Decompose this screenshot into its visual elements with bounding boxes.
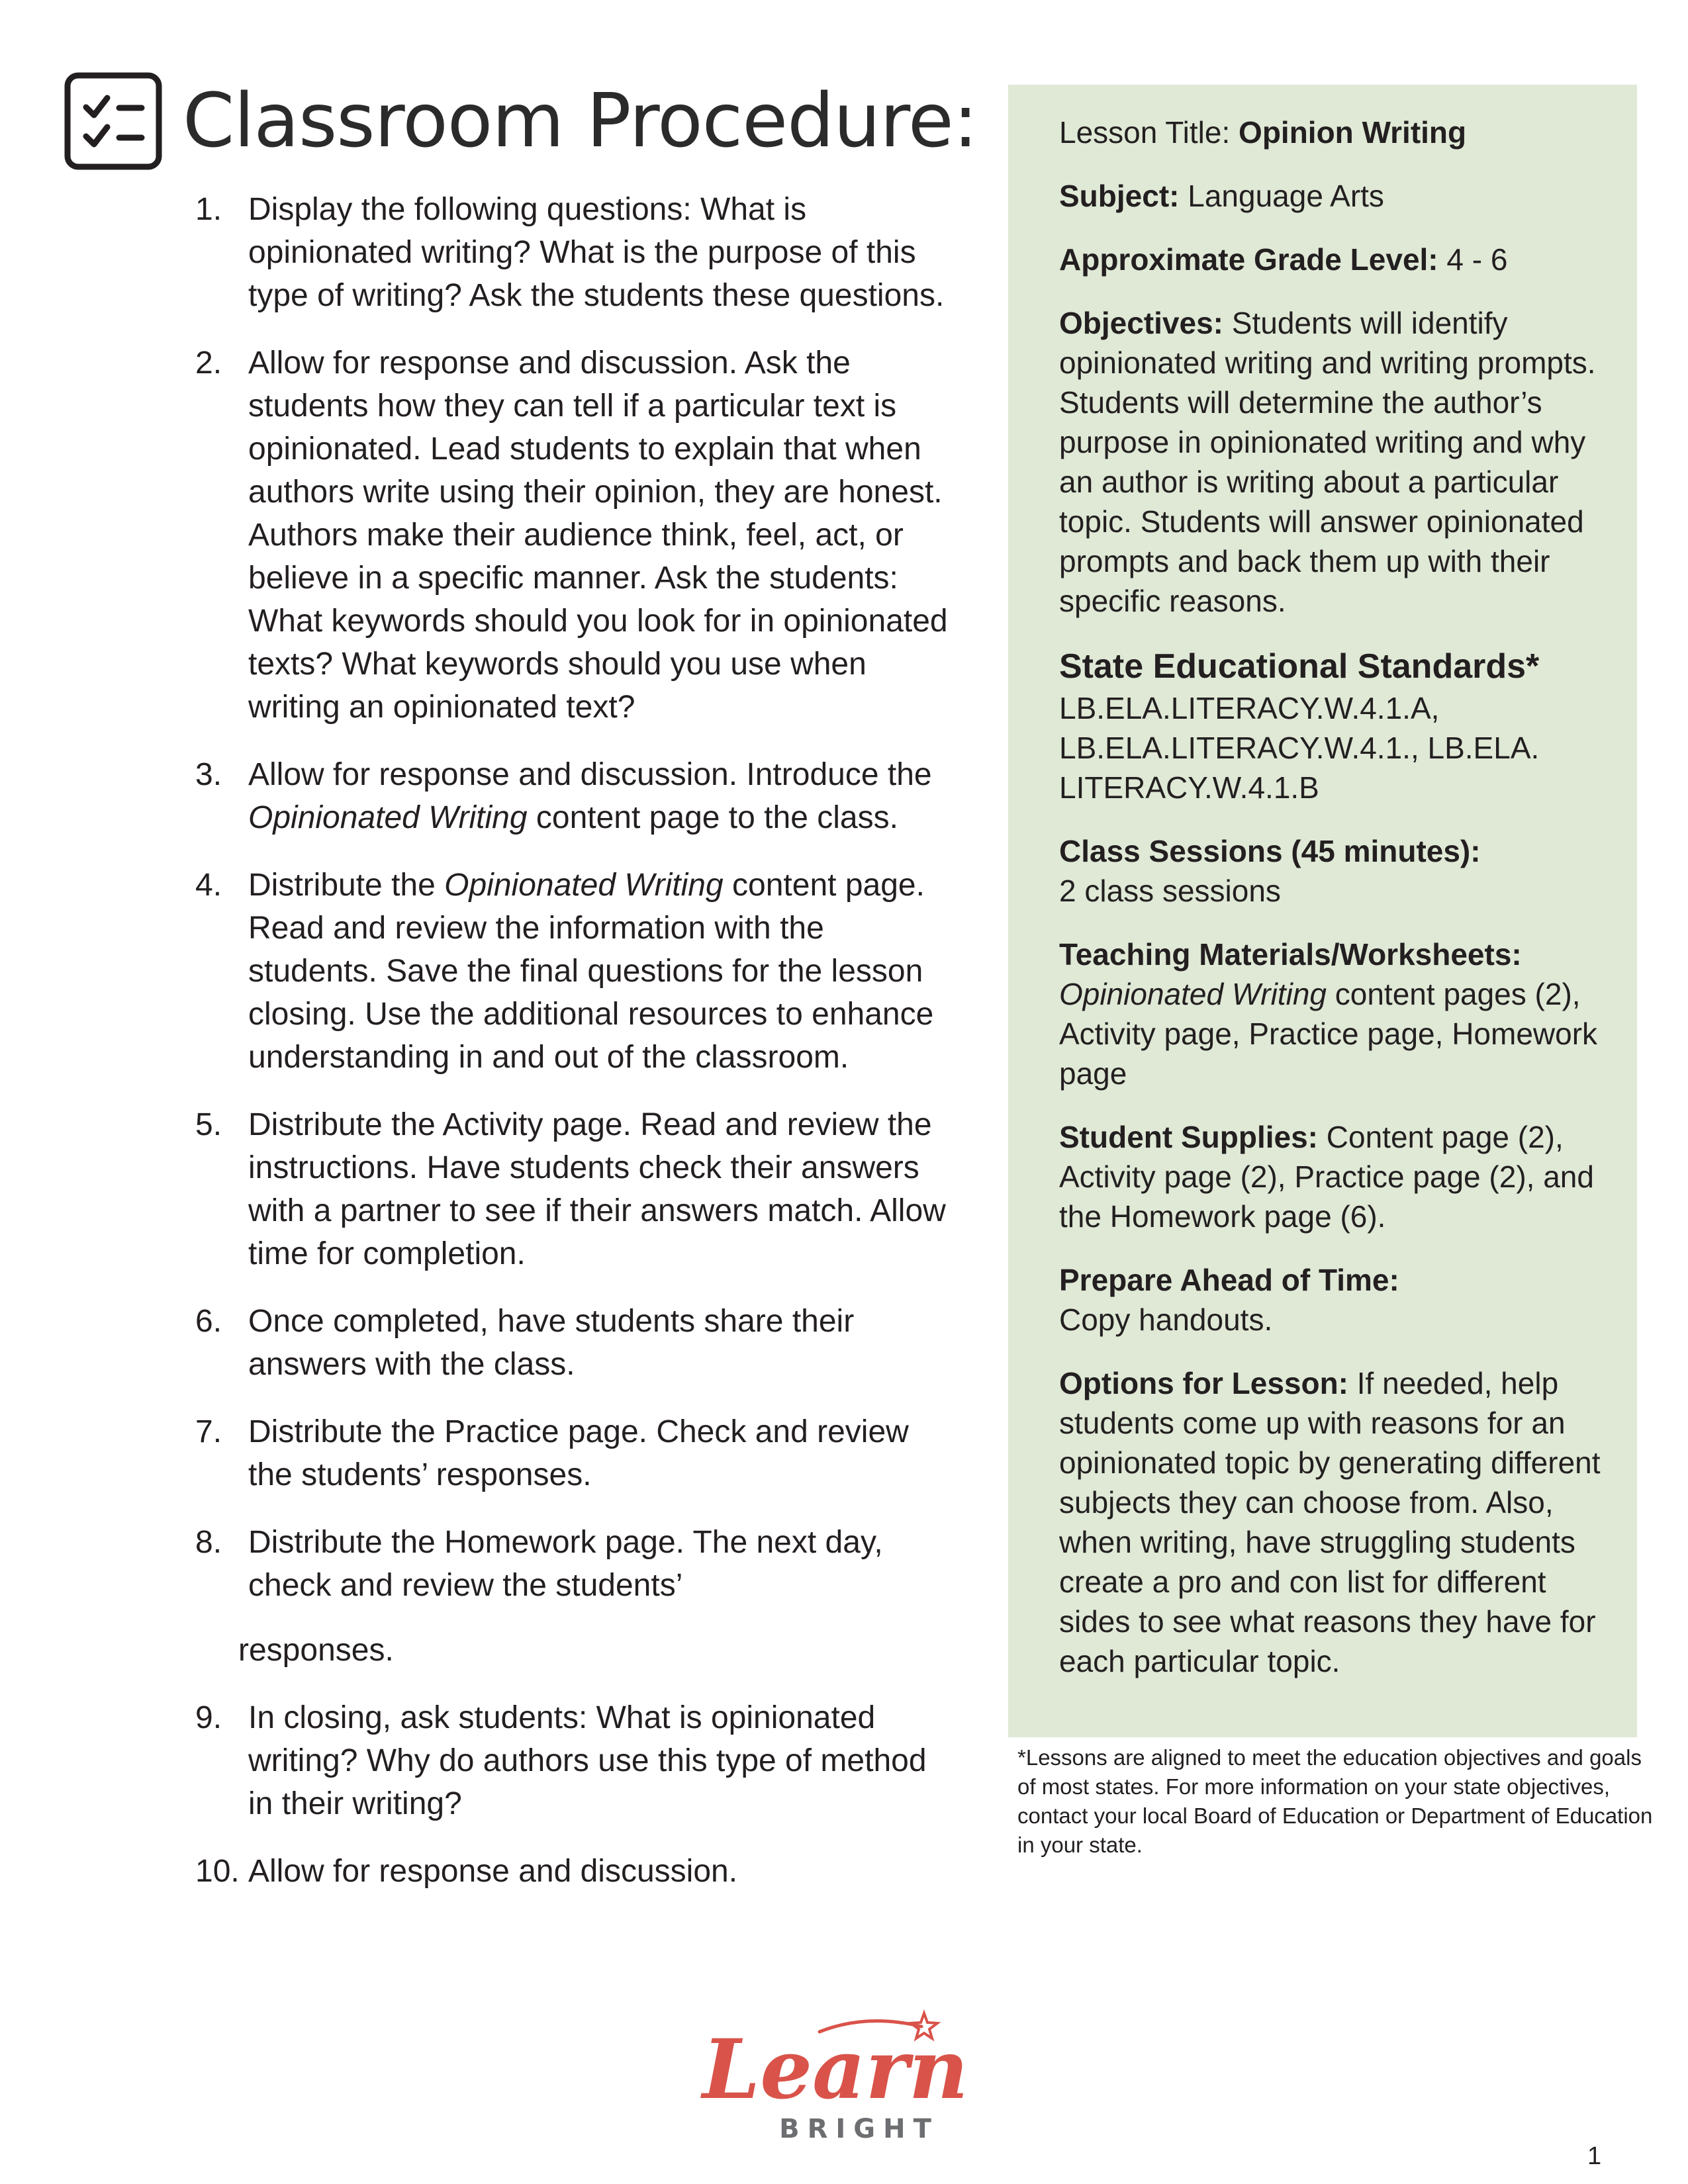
procedure-step (195, 1410, 957, 1496)
standards-footnote: *Lessons are aligned to meet the education objectives and goals of most states. For more information on your state objectives, contact your local Board of Education or Department of Education in your state. (1017, 1745, 1653, 1857)
step-number: 1. (195, 192, 222, 227)
step-text: Distribute the Homework page. The next day, check and review the students’ (248, 1525, 883, 1603)
objectives-row (1059, 303, 1615, 621)
procedure-step (195, 1850, 957, 1893)
grade-label: Approximate Grade Level: (1059, 242, 1438, 277)
step-italic-text: Opinionated Writing (444, 868, 724, 903)
procedure-step (195, 1103, 957, 1275)
prepare-row (1059, 1260, 1615, 1340)
page-number: 1 (1587, 2142, 1602, 2170)
procedure-step (195, 864, 957, 1079)
procedure-step (195, 188, 957, 317)
sessions-label: Class Sessions (45 minutes): (1059, 834, 1481, 868)
standards-value: LB.ELA.LITERACY.W.4.1.A, LB.ELA.LITERACY.W.4.1., LB.ELA. LITERACY.W.4.1.B (1059, 691, 1540, 805)
sessions-value: 2 class sessions (1059, 874, 1281, 908)
step-text: responses. (238, 1633, 394, 1668)
procedure-step (195, 753, 957, 839)
materials-label: Teaching Materials/Worksheets: (1059, 937, 1522, 972)
materials-row (1059, 934, 1615, 1093)
procedure-step (195, 341, 957, 729)
logo-bright-text: BRIGHT (779, 2114, 939, 2144)
options-row (1059, 1363, 1615, 1681)
lesson-title-label: Lesson Title: (1059, 115, 1239, 150)
prepare-value: Copy handouts. (1059, 1302, 1273, 1337)
lesson-title-value: Opinion Writing (1239, 115, 1467, 150)
grade-value: 4 - 6 (1438, 242, 1508, 277)
objectives-label: Objectives: (1059, 306, 1223, 340)
supplies-label: Student Supplies: (1059, 1120, 1318, 1154)
step-text: Allow for response and discussion. (248, 1854, 738, 1889)
sessions-row (1059, 831, 1615, 911)
subject-label: Subject: (1059, 179, 1180, 213)
page-title: Classroom Procedure: (183, 78, 978, 164)
step-text: Distribute the Activity page. Read and review the instructions. Have students check their answers with a partner to see if their answers match. Allow time for completion. (248, 1107, 946, 1271)
objectives-value: Students will identify opinionated writing and writing prompts. Students will determine the author’s purpose in opinionated writing and why an author is writing about a particular topic. Students will answer opinionated prompts and back them up with their specific reasons. (1059, 306, 1596, 618)
subject-row (1059, 176, 1615, 216)
procedure-list (195, 188, 957, 1917)
materials-value: content pages (2), Activity page, Practice page, Homework page (1059, 977, 1598, 1091)
logo-learn-text: Learn (702, 2022, 968, 2118)
step-number: 5. (195, 1107, 222, 1142)
step-text: In closing, ask students: What is opinionated writing? Why do authors use this type of method in their writing? (248, 1700, 927, 1821)
standards-row (1059, 645, 1615, 807)
step-number: 8. (195, 1525, 222, 1560)
prepare-label: Prepare Ahead of Time: (1059, 1263, 1399, 1297)
step-text: Display the following questions: What is opinionated writing? What is the purpose of this type of writing? Ask the students these questions. (248, 192, 945, 313)
step-text: content page. Read and review the information with the students. Save the final questions for the lesson closing. Use the additional resources to enhance understanding in and out of the classroom. (248, 868, 934, 1075)
procedure-step (195, 1521, 957, 1607)
options-label: Options for Lesson: (1059, 1366, 1348, 1400)
step-text: Allow for response and discussion. Ask the students how they can tell if a particular text is opinionated. Lead students to explain that when authors write using their opinion, they are honest. Authors make their audience think, feel, act, or believe in a specific manner. Ask the students: What keywords should you look for in opinionated texts? What keywords should you use when writing an opinionated text? (248, 345, 948, 725)
step-number: 3. (195, 757, 222, 792)
step-text: Distribute the Practice page. Check and review the students’ responses. (248, 1414, 909, 1492)
lesson-title-row (1059, 113, 1615, 152)
step-text: Distribute the (248, 868, 445, 903)
options-value: If needed, help students come up with reasons for an opinionated topic by generating different subjects they can choose from. Also, when writing, have struggling students create a pro and con list for different sides to see what reasons they have for each particular topic. (1059, 1366, 1601, 1678)
step-text: Allow for response and discussion. Introduce the (248, 757, 932, 792)
step-number: 9. (195, 1700, 222, 1735)
supplies-value: Content page (2), Activity page (2), Practice page (2), and the Homework page (6). (1059, 1120, 1594, 1234)
materials-italic: Opinionated Writing (1059, 977, 1327, 1011)
step-text: Once completed, have students share their answers with the class. (248, 1304, 855, 1382)
step-number: 2. (195, 345, 222, 381)
step-number: 7. (195, 1414, 222, 1449)
procedure-step (195, 1300, 957, 1386)
step-italic-text: Opinionated Writing (248, 800, 528, 835)
step-number: 4. (195, 868, 222, 903)
supplies-row (1059, 1117, 1615, 1236)
step-number: 10. (195, 1854, 240, 1889)
learn-bright-logo (700, 2000, 978, 2146)
procedure-step (195, 1629, 957, 1672)
procedure-step (195, 1696, 957, 1825)
step-text: content page to the class. (527, 800, 898, 835)
standards-label: State Educational Standards* (1059, 647, 1540, 686)
step-number: 6. (195, 1304, 222, 1339)
lesson-info-panel (1008, 85, 1637, 1737)
subject-value: Language Arts (1179, 179, 1384, 213)
grade-row (1059, 240, 1615, 279)
checklist-icon (64, 71, 163, 171)
